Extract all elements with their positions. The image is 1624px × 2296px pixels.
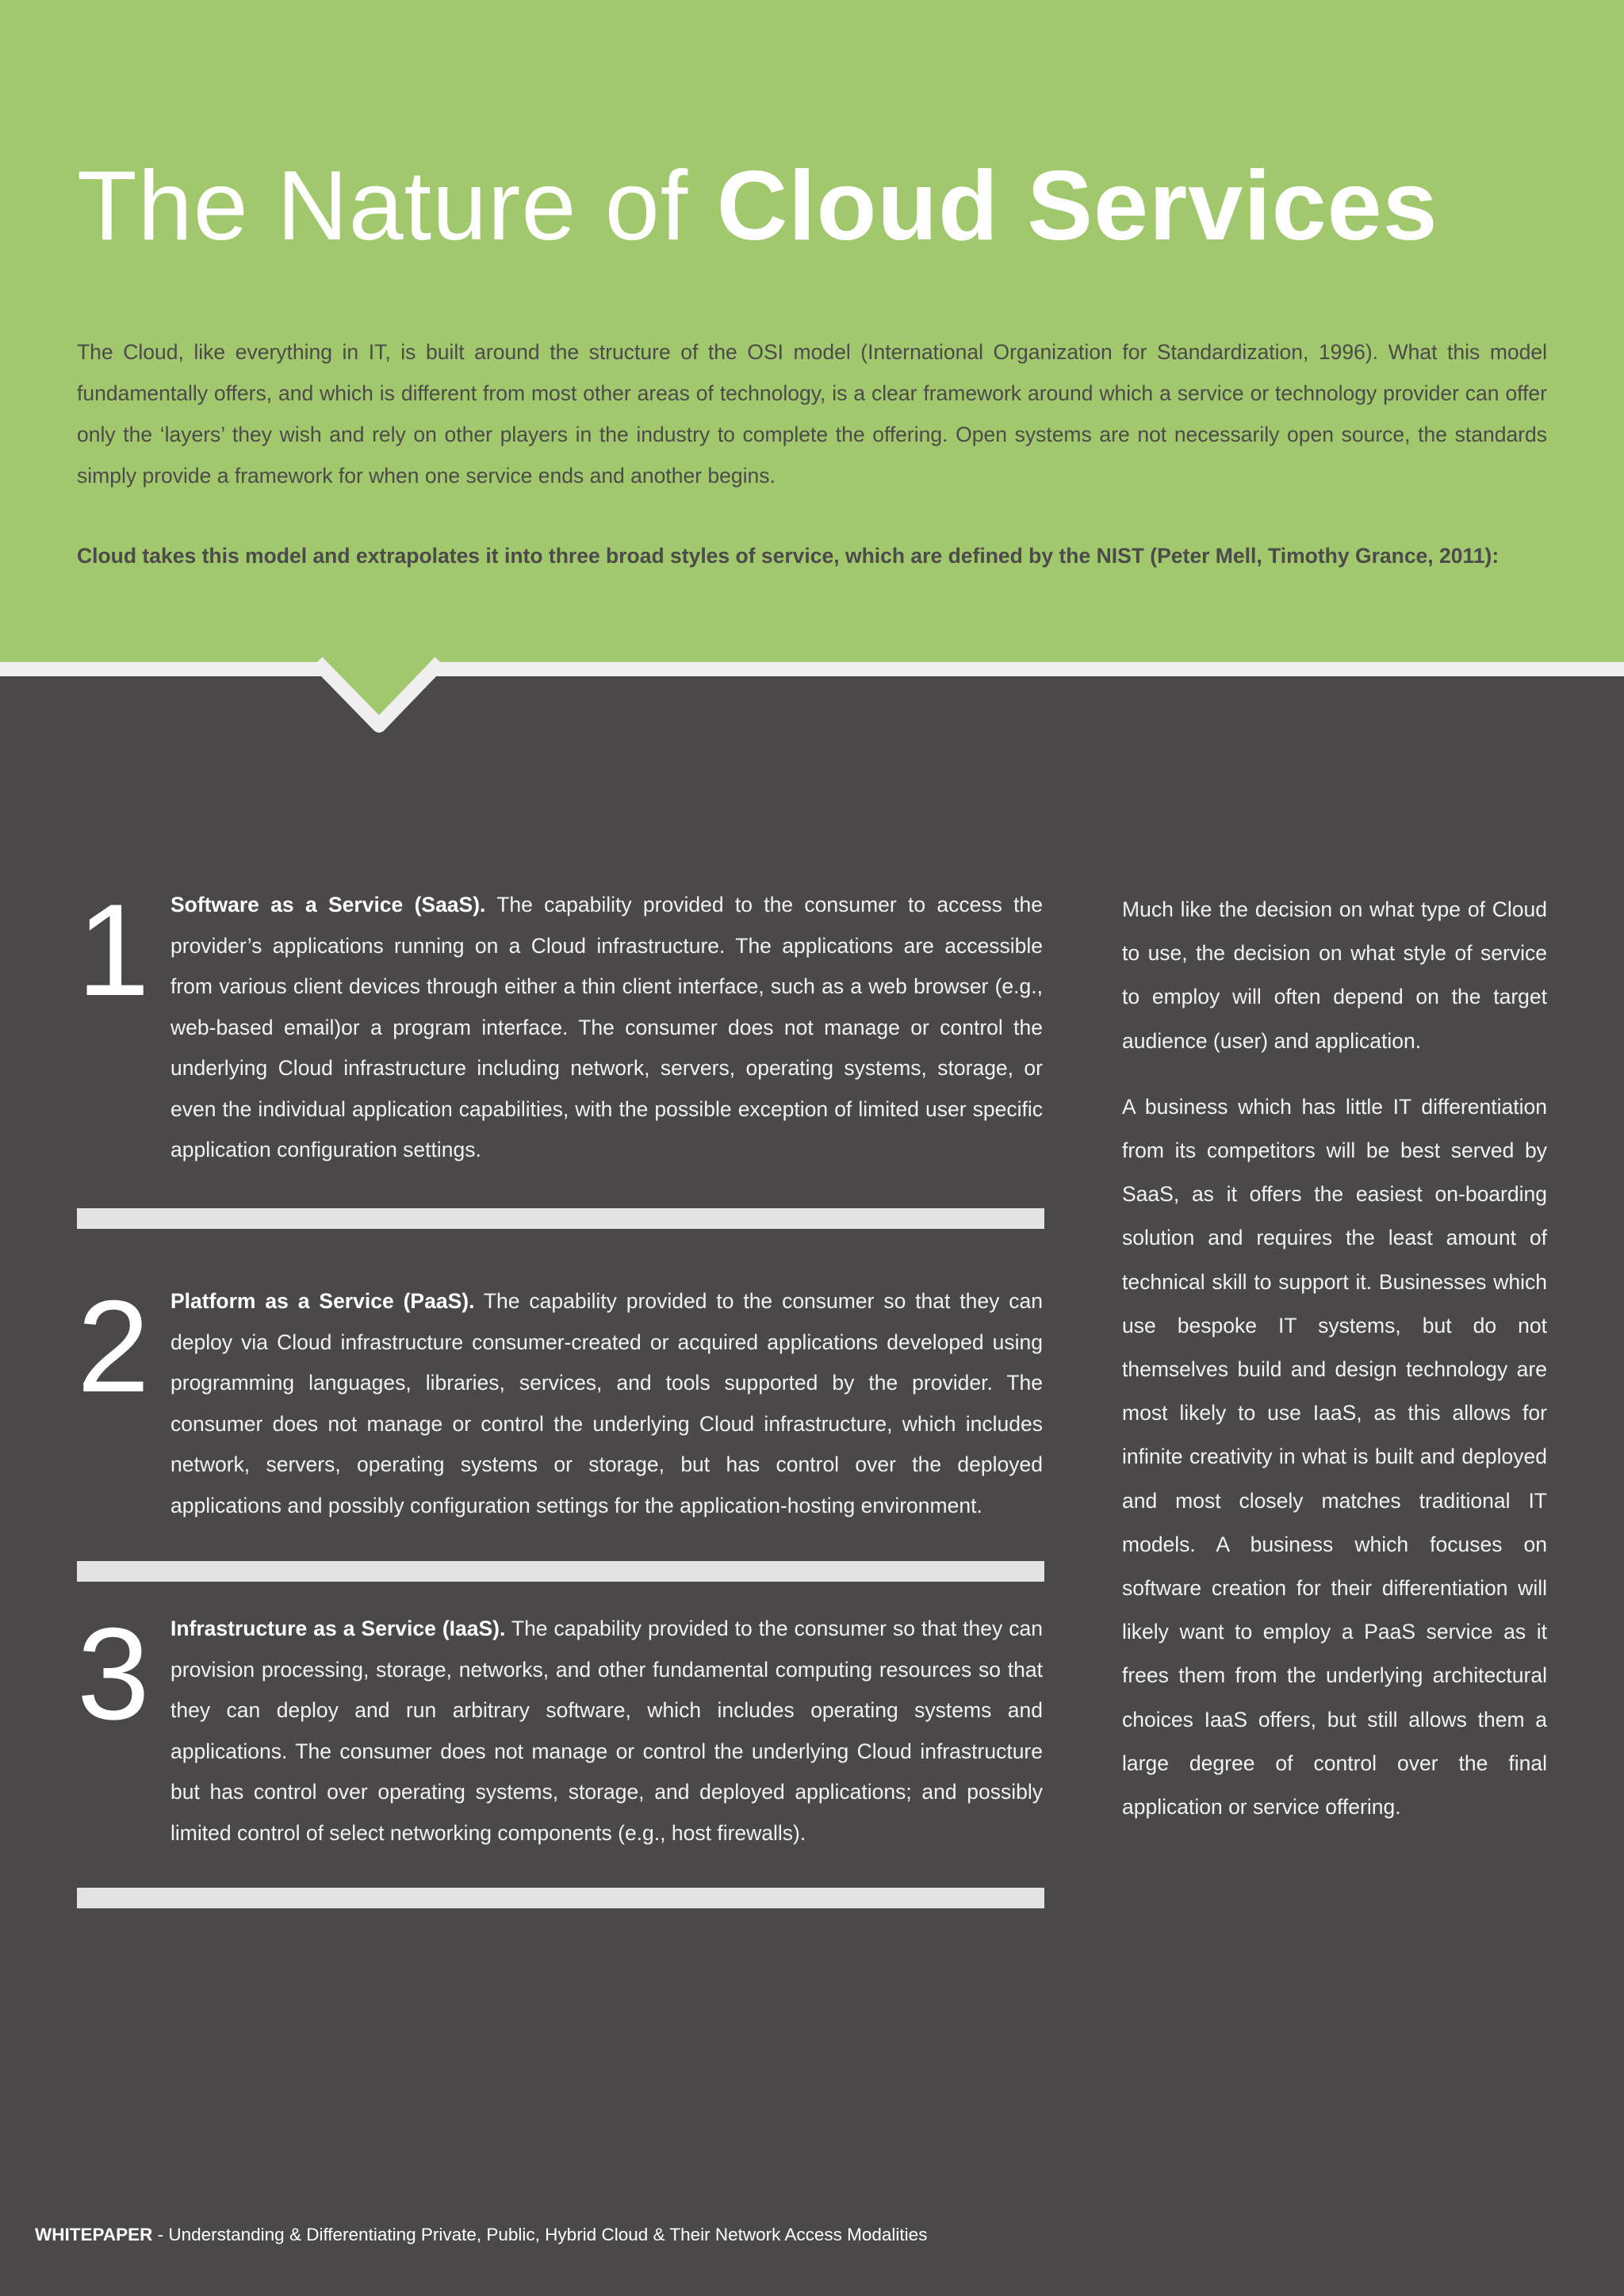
footer-label: WHITEPAPER <box>35 2225 153 2244</box>
divider <box>77 1208 1044 1229</box>
divider <box>77 1888 1044 1908</box>
service-text <box>170 1609 1043 1854</box>
page-title <box>77 151 1438 262</box>
divider <box>77 1561 1044 1582</box>
title-bold: Cloud Services <box>716 151 1438 261</box>
service-name: Platform as a Service (PaaS). <box>170 1289 475 1313</box>
service-text <box>170 1281 1043 1526</box>
service-name: Software as a Service (SaaS). <box>170 893 486 916</box>
service-number: 1 <box>77 877 150 1023</box>
footer-text: - Understanding & Differentiating Private, Public, Hybrid Cloud & Their Network Access Modalities <box>152 2225 928 2244</box>
service-text <box>170 885 1043 1171</box>
sidebar-column <box>1122 888 1547 1851</box>
lead-in-paragraph: Cloud takes this model and extrapolates it into three broad styles of service, which are defined by the NIST (Peter Mell, Timothy Grance, 2011): <box>77 544 1500 568</box>
service-number: 2 <box>77 1273 150 1419</box>
footer <box>35 2225 927 2245</box>
service-description: The capability provided to the consumer to access the provider’s applications running on a Cloud infrastructure. The applications are accessible from various client devices through either a thin client interface, such as a web browser (e.g., web-based email)or a program interface. The consumer does not manage or control the underlying Cloud infrastructure including network, servers, operating systems, storage, or even the individual application capabilities, with the possible exception of limited user specific application configuration settings. <box>170 893 1043 1161</box>
intro-paragraph: The Cloud, like everything in IT, is built around the structure of the OSI model (International Organization for Standardization, 1996). What this model fundamentally offers, and which is different from most other areas of technology, is a clear framework around which a service or technology provider can offer only the ‘layers’ they wish and rely on other players in the industry to complete the offering. Open systems are not necessarily open source, the standards simply provide a framework for when one service ends and another begins. <box>77 340 1547 488</box>
service-description: The capability provided to the consumer so that they can provision processing, storage, networks, and other fundamental computing resources so that they can deploy and run arbitrary software, which includes operating systems and applications. The consumer does not manage or control the underlying Cloud infrastructure but has control over operating systems, storage, and deployed applications; and possibly limited control of select networking components (e.g., host firewalls). <box>170 1617 1043 1845</box>
service-number: 3 <box>77 1601 150 1747</box>
sidebar-paragraph: A business which has little IT differentiation from its competitors will be best served by SaaS, as it offers the easiest on-boarding solution and requires the least amount of technical skill to support it. Businesses which use bespoke IT systems, but do not themselves build and design technology are most likely to use IaaS, as this allows for infinite creativity in what is built and deployed and most closely matches traditional IT models. A business which focuses on software creation for their differentiation will likely want to employ a PaaS service as it frees them from the underlying architectural choices IaaS offers, but still allows them a large degree of control over the final application or service offering. <box>1122 1094 1547 1820</box>
sidebar-paragraph: Much like the decision on what type of Cloud to use, the decision on what style of service to employ will often depend on the target audience (user) and application. <box>1122 897 1547 1053</box>
title-light: The Nature of <box>77 151 717 261</box>
service-description: The capability provided to the consumer so that they can deploy via Cloud infrastructure consumer-created or acquired applications developed using programming languages, libraries, services, and tools supported by the provider. The consumer does not manage or control the underlying Cloud infrastructure, which includes network, servers, operating systems or storage, but has control over the deployed applications and possibly configuration settings for the application-hosting environment. <box>170 1289 1044 1517</box>
pointer-notch-icon <box>0 650 1624 745</box>
service-name: Infrastructure as a Service (IaaS). <box>170 1617 506 1640</box>
